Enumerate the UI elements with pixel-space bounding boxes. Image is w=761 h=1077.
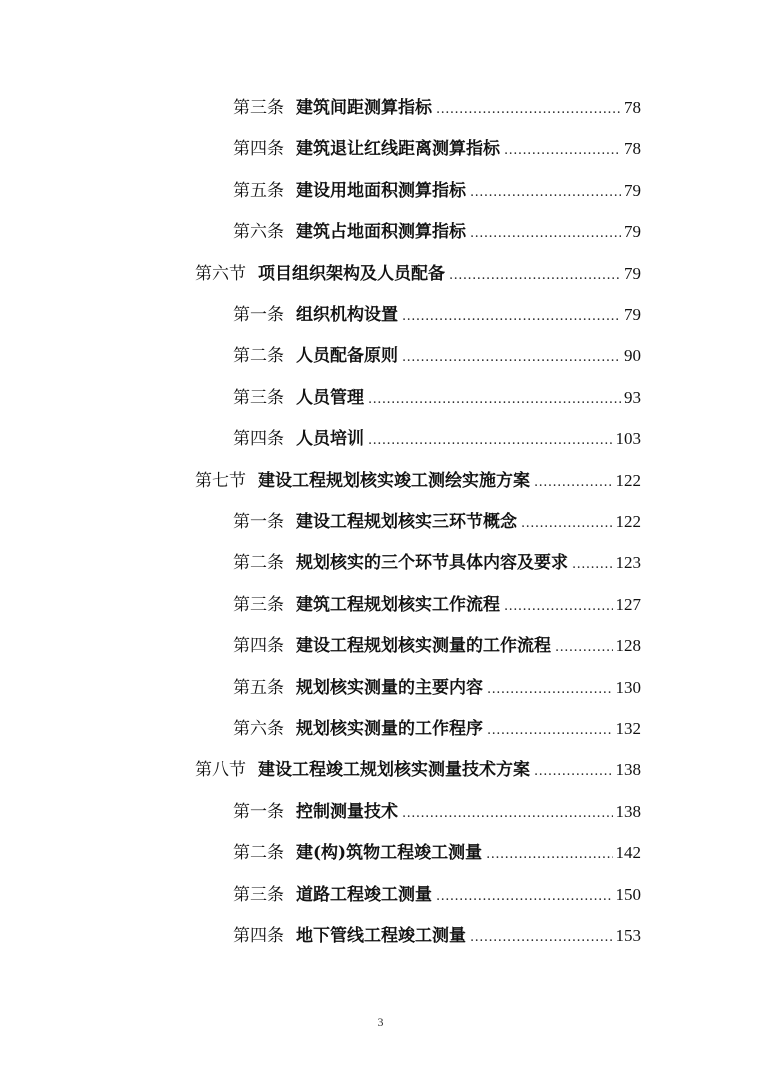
entry-page-number: 138	[615, 760, 641, 779]
entry-page-number: 122	[615, 471, 641, 490]
entry-number: 第三条	[233, 595, 284, 615]
entry-title: 地下管线工程竣工测量	[296, 926, 466, 946]
entry-page-number: 78	[624, 139, 641, 158]
dot-leader	[436, 882, 613, 912]
toc-article-entry	[233, 507, 641, 537]
page-number: 3	[377, 1015, 384, 1029]
entry-number: 第四条	[233, 926, 284, 946]
entry-page-number: 90	[624, 346, 641, 365]
dot-leader	[368, 385, 621, 415]
entry-page-number: 78	[624, 98, 641, 117]
entry-page-number: 79	[624, 222, 641, 241]
toc-article-entry	[233, 548, 641, 578]
entry-title: 建设工程竣工规划核实测量技术方案	[258, 760, 530, 780]
entry-number: 第五条	[233, 181, 284, 201]
entry-page-number: 93	[624, 388, 641, 407]
entry-title: 建设工程规划核实三环节概念	[296, 512, 517, 532]
dot-leader	[436, 95, 621, 125]
entry-page-number: 150	[615, 885, 641, 904]
entry-number: 第三条	[233, 388, 284, 408]
entry-page-number: 128	[615, 636, 641, 655]
toc-article-entry	[233, 424, 641, 454]
entry-title: 建筑间距测算指标	[296, 98, 432, 118]
entry-number: 第五条	[233, 678, 284, 698]
entry-title: 规划核实测量的工作程序	[296, 719, 483, 739]
toc-article-entry	[233, 217, 641, 247]
entry-title: 控制测量技术	[296, 802, 398, 822]
dot-leader	[402, 799, 613, 829]
dot-leader	[504, 592, 613, 622]
toc-article-entry	[233, 383, 641, 413]
entry-title: 组织机构设置	[296, 305, 398, 325]
dot-leader	[470, 219, 621, 249]
entry-page-number: 130	[615, 678, 641, 697]
entry-number: 第一条	[233, 512, 284, 532]
entry-number: 第一条	[233, 305, 284, 325]
entry-number: 第八节	[195, 760, 246, 780]
entry-title: 项目组织架构及人员配备	[258, 264, 445, 284]
entry-page-number: 79	[624, 305, 641, 324]
entry-title: 人员管理	[296, 388, 364, 408]
entry-number: 第六条	[233, 222, 284, 242]
entry-title: 人员培训	[296, 429, 364, 449]
toc-article-entry	[233, 134, 641, 164]
entry-page-number: 132	[615, 719, 641, 738]
entry-title: 建筑退让红线距离测算指标	[296, 139, 500, 159]
dot-leader	[402, 343, 621, 373]
entry-page-number: 122	[615, 512, 641, 531]
dot-leader	[487, 716, 613, 746]
entry-title: 道路工程竣工测量	[296, 885, 432, 905]
entry-page-number: 123	[615, 553, 641, 572]
entry-title: 规划核实测量的主要内容	[296, 678, 483, 698]
dot-leader	[470, 178, 621, 208]
dot-leader	[449, 261, 621, 291]
toc-article-entry	[233, 880, 641, 910]
entry-title: 规划核实的三个环节具体内容及要求	[296, 553, 568, 573]
entry-title: 人员配备原则	[296, 346, 398, 366]
dot-leader	[534, 757, 613, 787]
dot-leader	[534, 468, 613, 498]
toc-article-entry	[233, 590, 641, 620]
dot-leader	[504, 136, 621, 166]
entry-page-number: 142	[615, 843, 641, 862]
entry-number: 第一条	[233, 802, 284, 822]
entry-page-number: 153	[615, 926, 641, 945]
dot-leader	[470, 923, 613, 953]
entry-page-number: 79	[624, 264, 641, 283]
entry-number: 第四条	[233, 429, 284, 449]
toc-section-entry	[195, 259, 641, 289]
entry-title: 建筑工程规划核实工作流程	[296, 595, 500, 615]
entry-title: 建设工程规划核实测量的工作流程	[296, 636, 551, 656]
entry-number: 第六节	[195, 264, 246, 284]
dot-leader	[555, 633, 613, 663]
dot-leader	[572, 550, 613, 580]
entry-number: 第二条	[233, 553, 284, 573]
entry-number: 第二条	[233, 843, 284, 863]
dot-leader	[487, 675, 613, 705]
entry-number: 第四条	[233, 636, 284, 656]
toc-article-entry	[233, 714, 641, 744]
entry-number: 第七节	[195, 471, 246, 491]
toc-article-entry	[233, 300, 641, 330]
toc-article-entry	[233, 341, 641, 371]
entry-title: 建筑占地面积测算指标	[296, 222, 466, 242]
entry-page-number: 103	[615, 429, 641, 448]
entry-page-number: 127	[615, 595, 641, 614]
entry-page-number: 138	[615, 802, 641, 821]
toc-article-entry	[233, 921, 641, 951]
dot-leader	[368, 426, 613, 456]
toc-article-entry	[233, 176, 641, 206]
dot-leader	[402, 302, 621, 332]
dot-leader	[486, 840, 612, 870]
toc-article-entry	[233, 673, 641, 703]
toc-section-entry	[195, 755, 641, 785]
toc-article-entry	[233, 838, 641, 868]
entry-number: 第三条	[233, 885, 284, 905]
entry-number: 第六条	[233, 719, 284, 739]
toc-article-entry	[233, 797, 641, 827]
entry-title: 建设工程规划核实竣工测绘实施方案	[258, 471, 530, 491]
entry-number: 第二条	[233, 346, 284, 366]
toc-section-entry	[195, 466, 641, 496]
dot-leader	[521, 509, 613, 539]
entry-title: 建设用地面积测算指标	[296, 181, 466, 201]
toc-article-entry	[233, 93, 641, 123]
entry-number: 第三条	[233, 98, 284, 118]
toc-article-entry	[233, 631, 641, 661]
entry-number: 第四条	[233, 139, 284, 159]
entry-page-number: 79	[624, 181, 641, 200]
entry-title: 建(构)筑物工程竣工测量	[296, 843, 483, 863]
